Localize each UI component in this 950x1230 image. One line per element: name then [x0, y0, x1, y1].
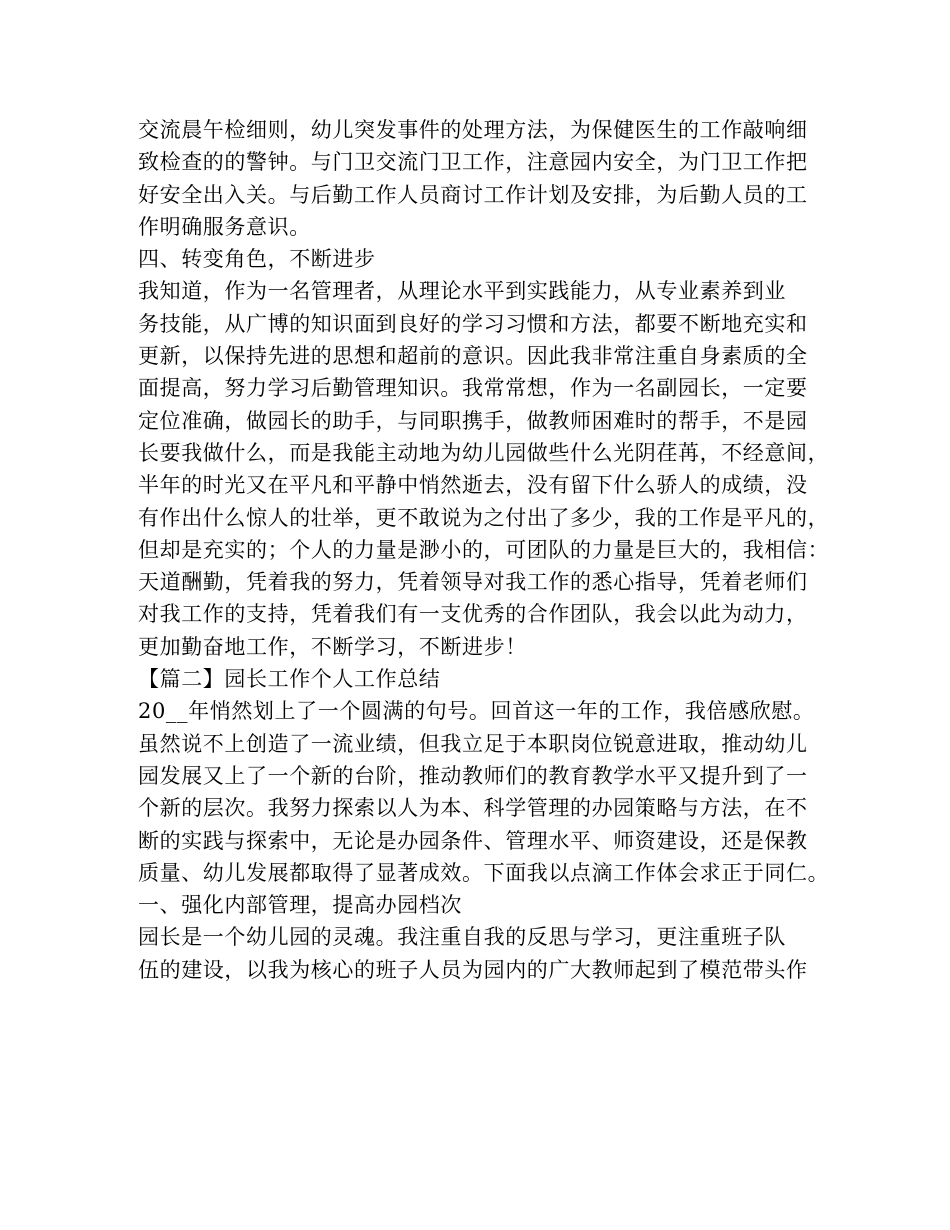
document-body — [138, 114, 838, 986]
text-line: 质量、幼儿发展都取得了显著成效。下面我以点滴工作体会求正于同仁。 — [138, 860, 830, 885]
text-line: 园长是一个幼儿园的灵魂。我注重自我的反思与学习，更注重班子队 — [138, 925, 786, 950]
text-line: 园发展又上了一个新的台阶，推动教师们的教育教学水平又提升到了一 — [138, 763, 808, 788]
text-line: 伍的建设，以我为核心的班子人员为园内的广大教师起到了模范带头作 — [138, 957, 808, 982]
article-heading: 【篇二】园长工作个人工作总结 — [138, 667, 441, 692]
text-line: 但却是充实的；个人的力量是渺小的，可团队的力量是巨大的，我相信： — [138, 537, 830, 562]
text-line: 有作出什么惊人的壮举，更不敢说为之付出了多少，我的工作是平凡的， — [138, 505, 830, 530]
section-heading: 四、转变角色，不断进步 — [138, 247, 376, 272]
text-line: 天道酬勤，凭着我的努力，凭着领导对我工作的悉心指导，凭着老师们 — [138, 570, 808, 595]
text-line: 个新的层次。我努力探索以人为本、科学管理的办园策略与方法，在不 — [138, 796, 808, 821]
text-line: 虽然说不上创造了一流业绩，但我立足于本职岗位锐意进取，推动幼儿 — [138, 731, 808, 756]
text-line: 定位准确，做园长的助手，与同职携手，做教师困难时的帮手，不是园 — [138, 408, 808, 433]
text-line: 更新，以保持先进的思想和超前的意识。因此我非常注重自身素质的全 — [138, 344, 808, 369]
text-line: 务技能，从广博的知识面到良好的学习习惯和方法，都要不断地充实和 — [138, 311, 808, 336]
section-heading: 一、强化内部管理，提高办园档次 — [138, 893, 462, 918]
text-line: 20__年悄然划上了一个圆满的句号。回首这一年的工作，我倍感欣慰。 — [138, 699, 815, 724]
text-line: 好安全出入关。与后勤工作人员商讨工作计划及安排，为后勤人员的工 — [138, 182, 808, 207]
text-line: 对我工作的支持，凭着我们有一支优秀的合作团队，我会以此为动力， — [138, 602, 808, 627]
text-line: 断的实践与探索中，无论是办园条件、管理水平、师资建设，还是保教 — [138, 828, 808, 853]
text-line: 更加勤奋地工作，不断学习，不断进步！ — [138, 634, 527, 659]
text-line: 我知道，作为一名管理者，从理论水平到实践能力，从专业素养到业 — [138, 279, 786, 304]
text-line: 致检查的的警钟。与门卫交流门卫工作，注意园内安全，为门卫工作把 — [138, 150, 808, 175]
text-line: 面提高，努力学习后勤管理知识。我常常想，作为一名副园长，一定要 — [138, 376, 808, 401]
text-line: 作明确服务意识。 — [138, 214, 311, 239]
text-line: 长要我做什么，而是我能主动地为幼儿园做些什么光阴荏苒，不经意间， — [138, 440, 830, 465]
text-line: 半年的时光又在平凡和平静中悄然逝去，没有留下什么骄人的成绩，没 — [138, 473, 808, 498]
text-line: 交流晨午检细则，幼儿突发事件的处理方法，为保健医生的工作敲响细 — [138, 118, 808, 142]
